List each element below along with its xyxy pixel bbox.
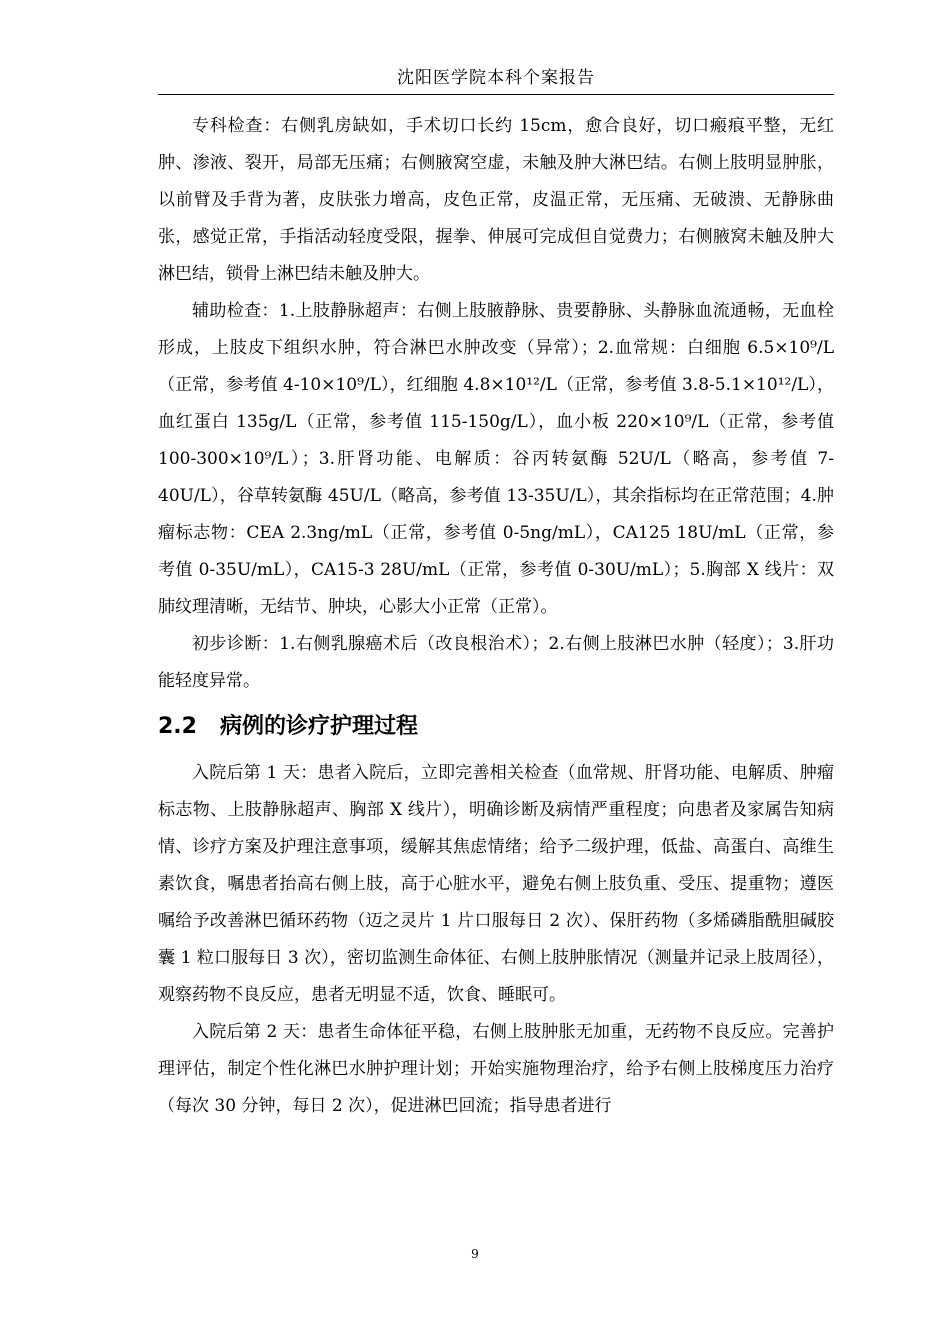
header-rule (158, 94, 834, 95)
page-header: 沈阳医学院本科个案报告 (397, 68, 595, 88)
paragraph-preliminary-diagnosis: 初步诊断：1.右侧乳腺癌术后（改良根治术）；2.右侧上肢淋巴水肿（轻度）；3.肝功能轻度异常。 (158, 634, 834, 691)
paragraph-day-1: 入院后第 1 天：患者入院后，立即完善相关检查（血常规、肝肾功能、电解质、肿瘤标志物、上肢静脉超声、胸部 X 线片），明确诊断及病情严重程度；向患者及家属告知病情、诊疗方案及护理注意事项，缓解其焦虑情绪；给予二级护理，低盐、高蛋白、高维生素饮食，嘱患者抬高右侧上肢，高于心脏水平，避免右侧上肢负重、受压、提重物；遵医嘱给予改善淋巴循环药物（迈之灵片 1 片口服每日 2 次）、保肝药物（多烯磷脂酰胆碱胶囊 1 粒口服每日 3 次），密切监测生命体征、右侧上肢肿胀情况（测量并记录上肢周径），观察药物不良反应，患者无明显不适，饮食、睡眠可。 (158, 763, 834, 1005)
paragraph-auxiliary-exam: 辅助检查：1.上肢静脉超声：右侧上肢腋静脉、贵要静脉、头静脉血流通畅，无血栓形成，上肢皮下组织水肿，符合淋巴水肿改变（异常）；2.血常规：白细胞 6.5×10⁹/L（正常，参考值 4-10×10⁹/L），红细胞 4.8×10¹²/L（正常，参考值 3.8-5.1×10¹²/L），血红蛋白 135g/L（正常，参考值 115-150g/L），血小板 220×10⁹/L（正常，参考值 100-300×10⁹/L）；3.肝肾功能、电解质：谷丙转氨酶 52U/L（略高，参考值 7-40U/L），谷草转氨酶 45U/L（略高，参考值 13-35U/L），其余指标均在正常范围；4.肿瘤标志物：CEA 2.3ng/mL（正常，参考值 0-5ng/mL），CA125 18U/mL（正常，参考值 0-35U/mL），CA15-3 28U/mL（正常，参考值 0-30U/mL）；5.胸部 X 线片：双肺纹理清晰，无结节、肿块，心影大小正常（正常）。 (158, 301, 834, 617)
section-title: 病例的诊疗护理过程 (220, 714, 419, 739)
page-number: 9 (471, 1247, 479, 1261)
section-number: 2.2 (158, 714, 197, 739)
paragraph-specialist-exam: 专科检查：右侧乳房缺如，手术切口长约 15cm，愈合良好，切口瘢痕平整，无红肿、渗液、裂开，局部无压痛；右侧腋窝空虚，未触及肿大淋巴结。右侧上肢明显肿胀，以前臂及手背为著，皮肤张力增高，皮色正常，皮温正常，无压痛、无破溃、无静脉曲张，感觉正常，手指活动轻度受限，握拳、伸展可完成但自觉费力；右侧腋窝未触及肿大淋巴结，锁骨上淋巴结未触及肿大。 (158, 116, 834, 284)
document-body (158, 108, 834, 1125)
section-heading (158, 705, 834, 749)
paragraph-day-2: 入院后第 2 天：患者生命体征平稳，右侧上肢肿胀无加重，无药物不良反应。完善护理评估，制定个性化淋巴水肿护理计划；开始实施物理治疗，给予右侧上肢梯度压力治疗（每次 30 分钟，每日 2 次），促进淋巴回流；指导患者进行 (158, 1022, 834, 1116)
